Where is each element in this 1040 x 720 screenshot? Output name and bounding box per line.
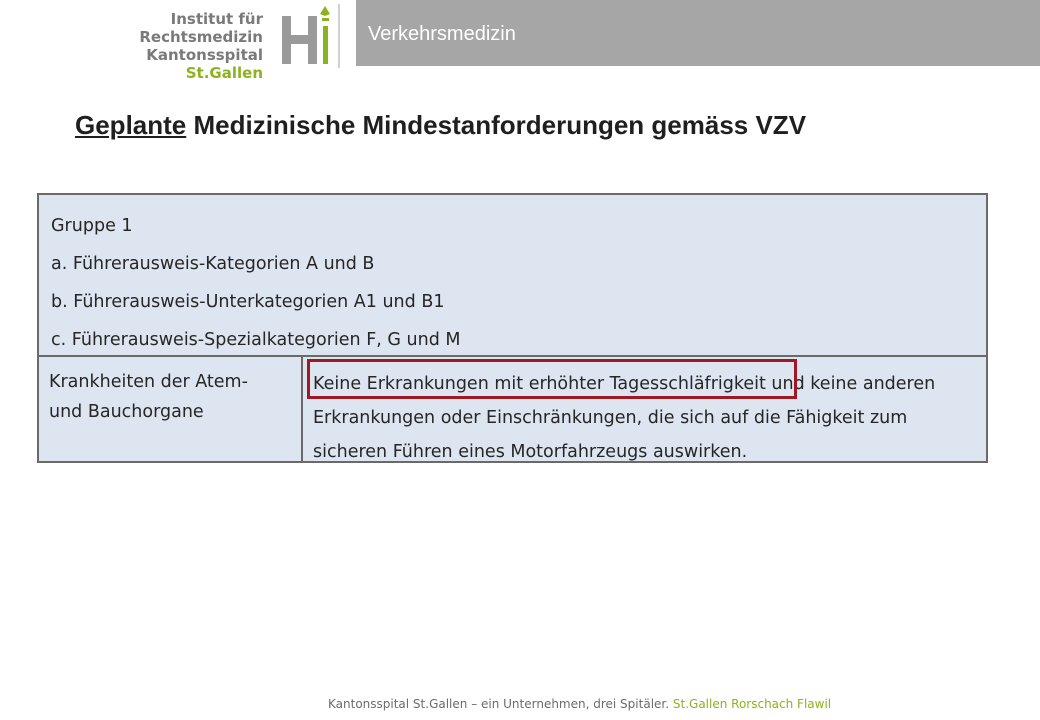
logo-line-city: St.Gallen [185, 64, 263, 82]
title-rest: Medizinische Mindestanforderungen gemäss VZV [186, 110, 807, 140]
column-divider [301, 357, 303, 461]
condition-cell [49, 367, 289, 427]
requirements-table [37, 193, 988, 463]
page-title [75, 110, 806, 141]
section-title: Verkehrsmedizin [368, 23, 516, 45]
footer-text: Kantonsspital St.Gallen – ein Unternehmen, drei Spitäler. [328, 697, 670, 711]
logo-line-institute: Institut für Rechtsmedizin [139, 10, 263, 46]
requirement-line: Keine Erkrankungen mit erhöhter Tagesschläfrigkeit und keine anderen [313, 374, 936, 394]
hospital-logo-icon [278, 4, 348, 68]
group-title: Gruppe 1 [51, 216, 133, 236]
condition-line: Krankheiten der Atem- [49, 372, 248, 392]
section-band [356, 0, 1040, 66]
title-underlined-word: Geplante [75, 110, 187, 140]
highlight-box [307, 359, 797, 399]
institute-logo-text [63, 10, 263, 82]
group-header [51, 207, 460, 359]
footer-sites: St.Gallen Rorschach Flawil [672, 697, 832, 711]
condition-line: und Bauchorgane [49, 402, 204, 422]
category-line-b: b. Führerausweis-Unterkategorien A1 und B1 [51, 292, 445, 312]
category-line-a: a. Führerausweis-Kategorien A und B [51, 254, 375, 274]
footer [328, 697, 831, 711]
logo-line-hospital: Kantonsspital [146, 46, 263, 64]
requirement-line: Erkrankungen oder Einschränkungen, die sich auf die Fähigkeit zum [313, 408, 908, 428]
row-divider [39, 355, 986, 357]
header [0, 0, 1040, 82]
category-line-c: c. Führerausweis-Spezialkategorien F, G und M [51, 330, 461, 350]
requirement-line: sicheren Führen eines Motorfahrzeugs auswirken. [313, 442, 748, 462]
